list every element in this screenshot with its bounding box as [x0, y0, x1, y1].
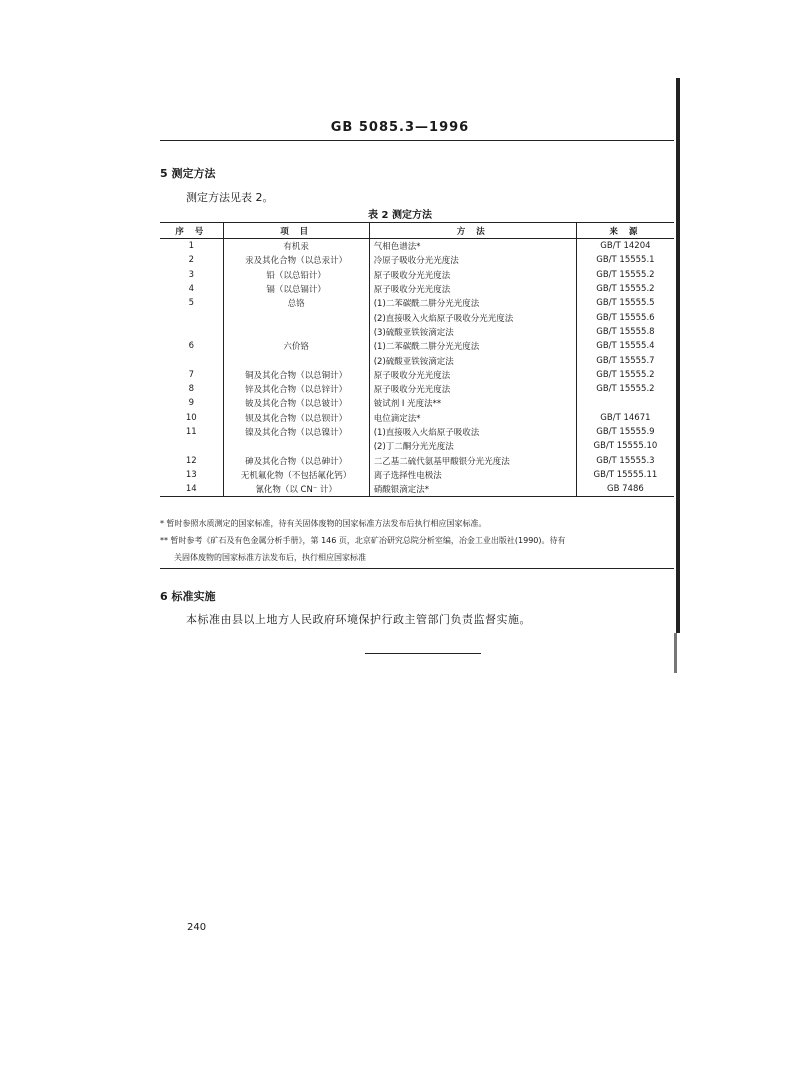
- cell-source: GB/T 15555.2: [596, 369, 655, 380]
- cell-item: 铅（以总铅计）: [223, 268, 369, 282]
- cell-method: 原子吸收分光光度法: [369, 368, 576, 382]
- cell-index: [160, 310, 223, 324]
- table-caption: 表 2 测定方法: [368, 210, 432, 221]
- cell-source: GB/T 15555.2: [596, 384, 655, 395]
- cell-index: 11: [160, 425, 223, 439]
- table-row: [160, 253, 674, 267]
- cell-method: 离子选择性电极法: [369, 468, 576, 482]
- cell-method: 铍试剂 I 光度法**: [369, 396, 576, 410]
- cell-method: 硝酸银滴定法*: [369, 482, 576, 497]
- cell-method: (1)二苯碳酰二肼分光光度法: [369, 339, 576, 353]
- table-row: [160, 468, 674, 482]
- cell-index: 14: [160, 482, 223, 497]
- cell-item: 总铬: [223, 296, 369, 310]
- cell-method: (3)硫酸亚铁铵滴定法: [369, 325, 576, 339]
- table-row: [160, 310, 674, 324]
- scan-edge-shadow: [676, 78, 680, 633]
- cell-index: 2: [160, 253, 223, 267]
- cell-source: GB/T 15555.9: [596, 427, 655, 437]
- cell-item: [223, 439, 369, 453]
- cell-item: 汞及其化合物（以总汞计）: [223, 253, 369, 267]
- column-header-source: 来 源: [576, 223, 674, 239]
- cell-source: GB/T 15555.5: [596, 298, 655, 309]
- cell-source: GB/T 15555.8: [596, 326, 655, 337]
- cell-method: 原子吸收分光光度法: [369, 382, 576, 396]
- table-row: [160, 425, 674, 439]
- cell-item: [223, 325, 369, 339]
- cell-method: 气相色谱法*: [369, 239, 576, 254]
- cell-source: GB/T 15555.2: [596, 284, 655, 295]
- cell-source: GB/T 15555.4: [596, 341, 655, 352]
- cell-index: 1: [160, 239, 223, 254]
- cell-source: GB/T 15555.10: [593, 441, 658, 452]
- table-row: [160, 282, 674, 296]
- cell-method: 冷原子吸收分光光度法: [369, 253, 576, 267]
- table-footnotes: [160, 515, 674, 569]
- cell-item: 铍及其化合物（以总铍计）: [223, 396, 369, 410]
- cell-index: 8: [160, 382, 223, 396]
- table-row: [160, 439, 674, 453]
- cell-method: (2)直接吸入火焰原子吸收分光光度法: [369, 310, 576, 324]
- cell-index: 4: [160, 282, 223, 296]
- table-body: [160, 239, 674, 497]
- section-6-text: 本标准由县以上地方人民政府环境保护行政主管部门负责监督实施。: [186, 613, 531, 626]
- cell-method: 原子吸收分光光度法: [369, 268, 576, 282]
- cell-method: 电位滴定法*: [369, 411, 576, 425]
- cell-index: 9: [160, 396, 223, 410]
- footnote-2: ** 暂时参考《矿石及有色金属分析手册》，第 146 页，北京矿冶研究总院分析室编，冶金工业出版社(1990)。待有: [160, 536, 566, 545]
- footnote-1: * 暂时参照水质测定的国家标准，待有关固体废物的国家标准方法发布后执行相应国家标准。: [160, 519, 487, 528]
- section-5-intro: 测定方法见表 2。: [186, 191, 274, 204]
- cell-source: GB/T 14204: [600, 241, 651, 252]
- cell-source: [576, 396, 674, 410]
- table-row: [160, 368, 674, 382]
- table-row: [160, 339, 674, 353]
- cell-index: 12: [160, 453, 223, 467]
- table-row: [160, 268, 674, 282]
- cell-item: [223, 353, 369, 367]
- cell-item: 无机氟化物（不包括氟化钙）: [223, 468, 369, 482]
- cell-index: [160, 325, 223, 339]
- cell-source: GB/T 15555.6: [596, 312, 655, 323]
- cell-source: GB/T 15555.11: [593, 469, 658, 480]
- cell-method: (2)硫酸亚铁铵滴定法: [369, 353, 576, 367]
- cell-item: 氰化物（以 CN⁻ 计）: [223, 482, 369, 497]
- cell-item: 镍及其化合物（以总镍计）: [223, 425, 369, 439]
- table-row: [160, 382, 674, 396]
- cell-index: 3: [160, 268, 223, 282]
- column-header-item: 项 目: [223, 223, 369, 239]
- cell-index: 5: [160, 296, 223, 310]
- cell-method: (1)直接吸入火焰原子吸收法: [369, 425, 576, 439]
- section-6-title: 6 标准实施: [160, 590, 216, 603]
- footnote-2-continued: 关固体废物的国家标准方法发布后，执行相应国家标准: [174, 553, 366, 562]
- cell-index: 13: [160, 468, 223, 482]
- cell-source: GB/T 15555.3: [596, 455, 655, 466]
- cell-source: GB/T 14671: [600, 412, 651, 423]
- table-row: [160, 296, 674, 310]
- cell-source: GB/T 15555.2: [596, 269, 655, 280]
- column-header-method: 方 法: [369, 223, 576, 239]
- cell-method: 原子吸收分光光度法: [369, 282, 576, 296]
- cell-item: 钡及其化合物（以总钡计）: [223, 411, 369, 425]
- cell-source: GB 7486: [576, 482, 674, 497]
- cell-item: 锌及其化合物（以总锌计）: [223, 382, 369, 396]
- table-row: [160, 453, 674, 467]
- cell-source: GB/T 15555.7: [596, 355, 655, 366]
- table-row: [160, 482, 674, 497]
- cell-source: GB/T 15555.1: [596, 255, 655, 266]
- table-row: [160, 353, 674, 367]
- cell-item: 有机汞: [223, 239, 369, 254]
- methods-table: [160, 222, 674, 497]
- table-row: [160, 396, 674, 410]
- standard-header: GB 5085.3—1996: [330, 120, 470, 135]
- cell-item: 六价铬: [223, 339, 369, 353]
- end-of-document-rule: [365, 653, 481, 654]
- section-5-title: 5 测定方法: [160, 167, 216, 180]
- cell-item: 铜及其化合物（以总铜计）: [223, 368, 369, 382]
- table-row: [160, 239, 674, 254]
- page-number: 240: [187, 922, 207, 933]
- cell-method: (2)丁二酮分光光度法: [369, 439, 576, 453]
- cell-item: 镉（以总镉计）: [223, 282, 369, 296]
- table-row: [160, 411, 674, 425]
- cell-item: [223, 310, 369, 324]
- scan-edge-shadow-lower: [674, 633, 677, 673]
- table-header-row: [160, 223, 674, 239]
- column-header-index: 序 号: [160, 223, 223, 239]
- header-rule: [160, 140, 674, 141]
- cell-index: 7: [160, 368, 223, 382]
- table-row: [160, 325, 674, 339]
- cell-index: [160, 439, 223, 453]
- cell-method: 二乙基二硫代氨基甲酸银分光光度法: [369, 453, 576, 467]
- cell-index: [160, 353, 223, 367]
- cell-method: (1)二苯碳酰二肼分光光度法: [369, 296, 576, 310]
- cell-item: 砷及其化合物（以总砷计）: [223, 453, 369, 467]
- cell-index: 10: [160, 411, 223, 425]
- cell-index: 6: [160, 339, 223, 353]
